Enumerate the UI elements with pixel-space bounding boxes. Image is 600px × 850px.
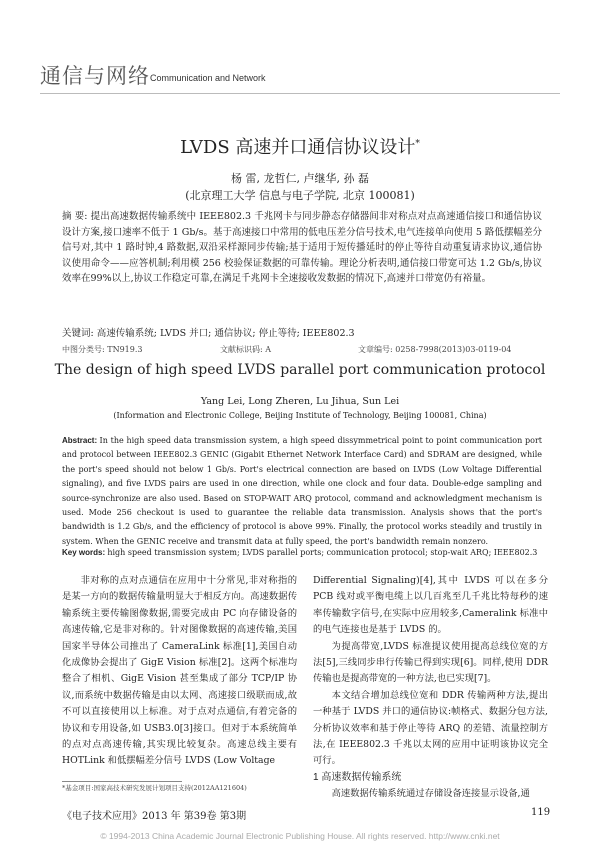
body-column-left <box>62 573 297 770</box>
document-code: 文献标识码: A <box>220 345 272 354</box>
page-number: 119 <box>531 807 551 818</box>
keywords-cn <box>62 327 542 341</box>
body-paragraph: 本文结合增加总线位宽和 DDR 传输两种方法,提出一种基于 LVDS 并口的通信协议:帧格式、数据分包方法,分析协议效率和基于停止等待 ARQ 的差错、流量控制方法,在 IEEE802.3 千兆以太网的应用中证明该协议完全可行。 <box>313 689 548 767</box>
title-footnote-mark: * <box>415 139 420 149</box>
affiliation-en: (Information and Electronic College, Beijing Institute of Technology, Beijing 100081, China) <box>113 411 487 420</box>
body-paragraph: 非对称的点对点通信在应用中十分常见,非对称指的是某一方向的数据传输量明显大于相反方向。高速数据传输系统主要传输图像数据,需要完成由 PC 向存储设备的高速传输,它是非对称的。针对图像数据的高速传输,美国国家半导体公司推出了 CameraLink 标准[1],美国自动化成像协会提出了 GigE Vision 标准[2]。这两个标准均整合了相机、GigE Vision 甚至集成了部分 TCP/IP 协议,而系统中数据传输是由以太网、高速接口级联而成,故不可以直接使用以上标准。对于点对点通信,有着完备的协议和专用设备,如 USB3.0[3]接口。但对于本系统简单的点对点高速传输,其实现比较复杂。高速总线主要有 HOTLink 和低摆幅差分信号 LVDS (Low Voltage <box>62 575 297 767</box>
body-column-right <box>313 573 548 803</box>
body-paragraph: 为提高带宽,LVDS 标准提议使用提高总线位宽的方法[5],三线同步串行传输已得到实现[6]。同样,使用 DDR 传输也是提高带宽的一种方法,也已实现[7]。 <box>313 640 548 685</box>
section-header-en: Communication and Network <box>150 73 266 83</box>
journal-footer: 《电子技术应用》2013 年 第39卷 第3期 <box>62 811 247 822</box>
paper-title-en: The design of high speed LVDS parallel port communication protocol <box>54 362 546 378</box>
paper-title-cn <box>0 133 600 159</box>
clc-number: 中图分类号: TN919.3 <box>62 345 143 354</box>
keywords-cn-label: 关键词: <box>62 328 97 339</box>
title-cn-text: LVDS 高速并口通信协议设计 <box>180 137 416 158</box>
copyright-watermark: © 1994-2013 China Academic Journal Electronic Publishing House. All rights reserved. http://www.cnki.net <box>100 831 500 841</box>
authors-cn: 杨 雷, 龙哲仁, 卢继华, 孙 磊 <box>231 172 369 185</box>
footnote-divider <box>62 781 182 782</box>
body-paragraph: Differential Signaling)[4],其中 LVDS 可以在多分 PCB 线对或平衡电缆上以几百兆至几千兆比特每秒的速率传输数字信号,在实际中应用较多,Cameralink 标准中的电气连接也是基于 LVDS 的。 <box>313 575 548 636</box>
keywords-en <box>62 547 542 559</box>
abstract-en <box>62 434 542 549</box>
section-header-cn: 通信与网络 <box>40 64 150 88</box>
abstract-cn-label: 摘 要: <box>62 211 91 222</box>
abstract-cn <box>62 209 542 287</box>
affiliation-cn: (北京理工大学 信息与电子学院, 北京 100081) <box>185 189 415 202</box>
keywords-en-label: Key words: <box>62 548 108 557</box>
funding-footnote: *基金项目:国家高技术研究发展计划项目支持(2012AA121604) <box>62 784 247 792</box>
abstract-en-label: Abstract: <box>62 436 100 445</box>
authors-en: Yang Lei, Long Zheren, Lu Jihua, Sun Lei <box>200 396 400 407</box>
article-number: 文章编号: 0258-7998(2013)03-0119-04 <box>358 345 512 354</box>
keywords-en-text: high speed transmission system; LVDS parallel ports; communication protocol; stop-wait ARQ; IEEE802.3 <box>107 548 538 557</box>
header-divider <box>40 93 560 94</box>
abstract-en-text: In the high speed data transmission system, a high speed dissymmetrical point to point communication port and protocol between IEEE802.3 GENIC (Gigabit Ethernet Network Interface Card) and SDRAM are designed, while the port's speed should not below 1 Gb/s. Port's electrical connection are based on LVDS (Low Voltage Differential signaling), and five LVDS pairs are used in one direction, while one clock and four data. Double-edge sampling and source-synchronize are also used. Based on STOP-WAIT ARQ protocol, command and acknowledgment mechanism is used. Mode 256 checkout is used to guarantee the reliable data transmission. Analysis shows that the port's bandwidth is 1.2 Gb/s, and the efficiency of protocol is above 99%. Finally, the protocol works steadily and trustily in system. When the GENIC receive and transmit data at fully speed, the port's bandwidth remain nonzero. <box>62 436 542 546</box>
body-paragraph: 高速数据传输系统通过存储设备连接显示设备,通 <box>331 788 530 800</box>
abstract-cn-text: 提出高速数据传输系统中 IEEE802.3 千兆网卡与同步静态存储器间非对称点对点高速通信接口和通信协议设计方案,接口速率不低于 1 Gb/s。基于高速接口中常用的低电压差分信号技术,电气连接单向使用 5 路低摆幅差分信号对,其中 1 路时钟,4 路数据,双沿采样源同步传输;基于适用于短传播延时的停止等待自动重复请求协议,通信协议使用命令——应答机制;利用模 256 校验保证数据的可靠传输。理论分析表明,通信接口带宽可达 1.2 Gb/s,协议效率在99%以上,协议工作稳定可靠,在满足千兆网卡全速接收发数据的情况下,高速并口带宽仍有裕量。 <box>62 211 543 284</box>
section-heading: 1 高速数据传输系统 <box>313 771 402 783</box>
keywords-cn-text: 高速传输系统; LVDS 并口; 通信协议; 停止等待; IEEE802.3 <box>96 328 355 339</box>
